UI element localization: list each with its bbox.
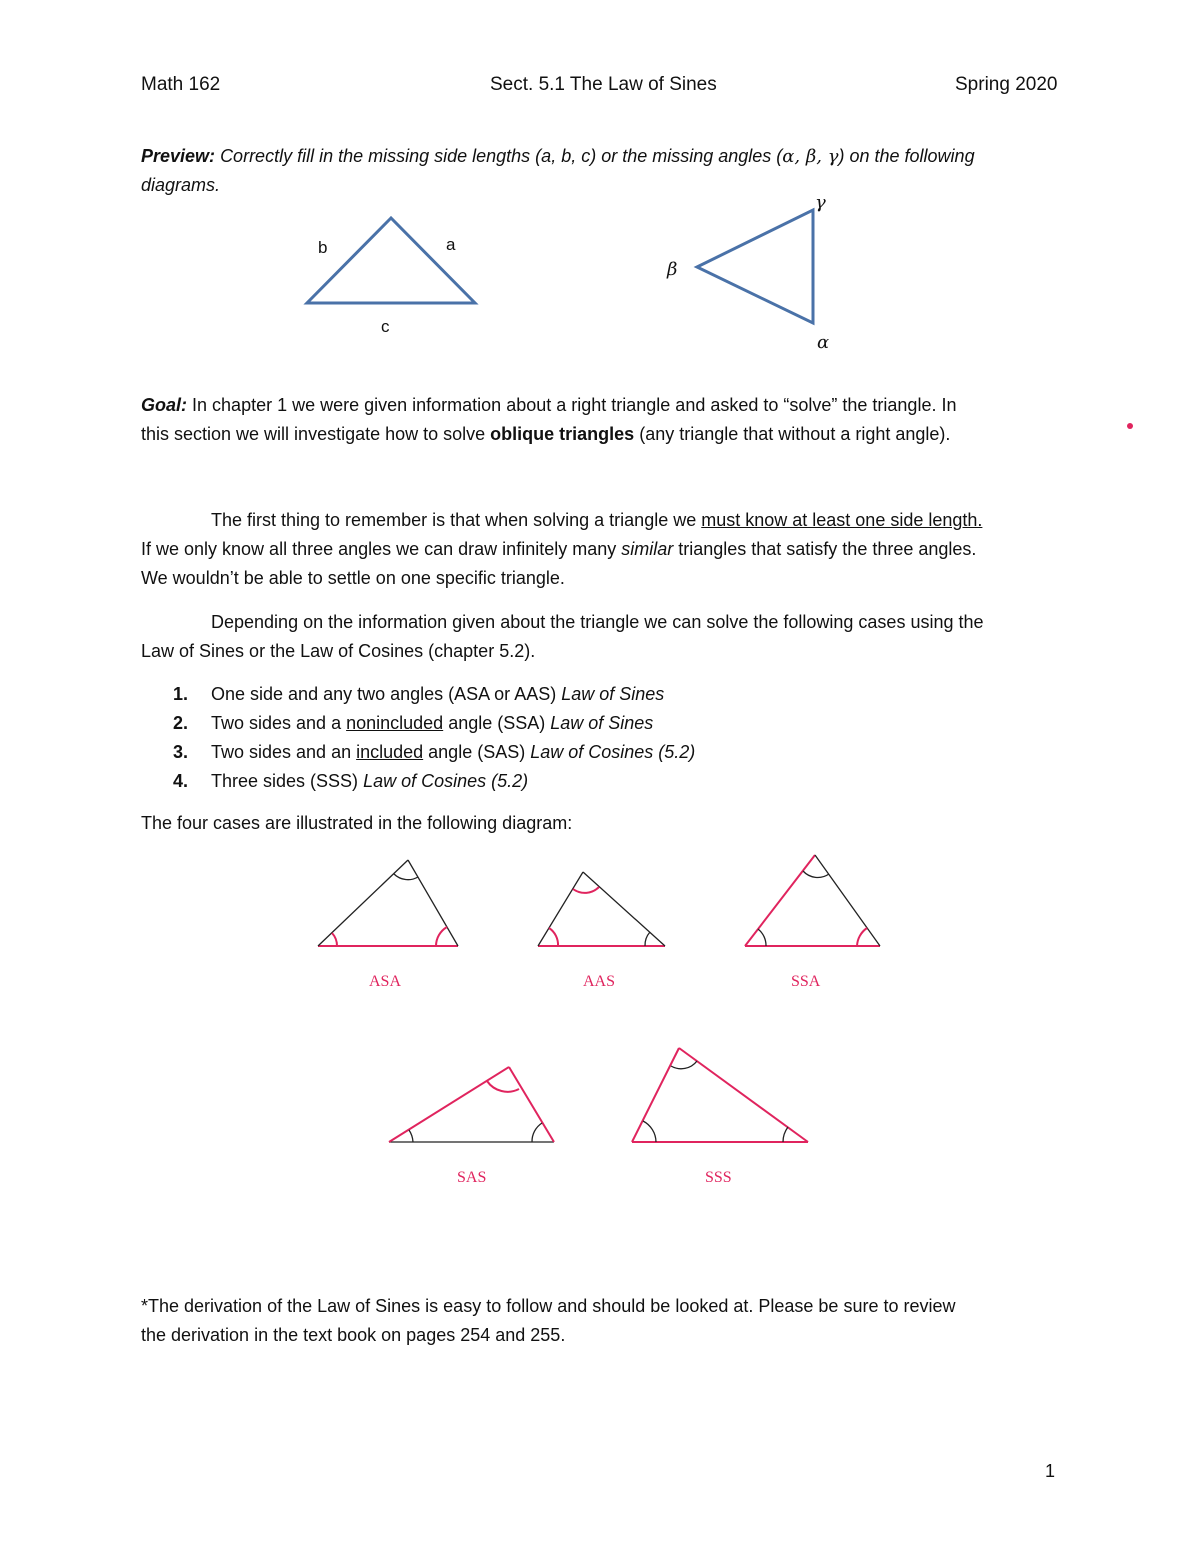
triangle-sss [632, 1048, 808, 1142]
list-item: 2. Two sides and a nonincluded angle (SSA) Law of Sines [173, 713, 654, 733]
para1-line2-italic: similar [621, 539, 674, 559]
note-line2: the derivation in the text book on pages 254 and 255. [141, 1325, 566, 1345]
preview-diagrams [0, 0, 1200, 380]
paragraph-side-length [141, 506, 1081, 593]
triangle-ssa [745, 855, 880, 946]
preview-text: Correctly fill in the missing side lengths (a, b, c) or the missing angles ( [220, 146, 783, 166]
goal-line2-bold: oblique triangles [490, 424, 635, 444]
side-c-label: c [381, 317, 390, 336]
list-item: 1. One side and any two angles (ASA or AAS) Law of Sines [173, 684, 665, 704]
preview-angles: α, β, γ [782, 146, 839, 167]
para2-line2: Law of Sines or the Law of Cosines (chapter 5.2). [141, 641, 536, 661]
note-line1: *The derivation of the Law of Sines is easy to follow and should be looked at. Please be sure to review [141, 1296, 956, 1316]
goal-paragraph [141, 391, 1081, 449]
cases-list [141, 680, 1041, 796]
preview-text-end: ) on the following [838, 146, 975, 166]
preview-label: Preview: [141, 146, 216, 166]
page-number: 1 [1045, 1461, 1056, 1481]
para2-line1: Depending on the information given about the triangle we can solve the following cases using the [211, 612, 984, 632]
side-a-label: a [446, 235, 456, 254]
preview-line2: diagrams. [141, 175, 221, 195]
triangle-abc [307, 218, 475, 303]
goal-line2-pre: this section we will investigate how to solve [141, 424, 491, 444]
beta-label: β [667, 259, 678, 280]
label-ssa: SSA [791, 973, 821, 990]
label-asa: ASA [369, 973, 402, 990]
diagram-intro: The four cases are illustrated in the following diagram: [141, 813, 573, 833]
derivation-note [141, 1292, 1091, 1350]
triangle-asa [318, 860, 458, 946]
para1-line1-underlined: must know at least one side length. [701, 510, 983, 530]
header-center: Sect. 5.1 The Law of Sines [490, 74, 717, 95]
triangle-sas [389, 1067, 554, 1142]
header-left: Math 162 [141, 74, 221, 95]
para1-line1-pre: The first thing to remember is that when solving a triangle we [211, 510, 702, 530]
label-sas: SAS [457, 1169, 487, 1186]
gamma-label: γ [815, 192, 826, 213]
paragraph-cases [141, 608, 1081, 666]
para1-line2-post: triangles that satisfy the three angles. [673, 539, 977, 559]
alpha-label: α [817, 332, 830, 353]
red-dot-marker [1127, 423, 1133, 429]
triangle-angles [697, 210, 813, 323]
para1-line2-pre: If we only know all three angles we can draw infinitely many [141, 539, 622, 559]
goal-label: Goal: [141, 395, 188, 415]
side-b-label: b [318, 238, 328, 257]
header-right: Spring 2020 [955, 74, 1058, 95]
para1-line3: We wouldn’t be able to settle on one specific triangle. [141, 568, 565, 588]
cases-diagram [0, 840, 1200, 1160]
label-aas: AAS [583, 973, 616, 990]
list-item: 4. Three sides (SSS) Law of Cosines (5.2) [173, 771, 529, 791]
list-item: 3. Two sides and an included angle (SAS) Law of Cosines (5.2) [173, 742, 696, 762]
triangle-aas [538, 872, 665, 946]
goal-line2-post: (any triangle that without a right angle). [634, 424, 951, 444]
goal-line1: In chapter 1 we were given information about a right triangle and asked to “solve” the triangle. In [192, 395, 957, 415]
label-sss: SSS [705, 1169, 732, 1186]
